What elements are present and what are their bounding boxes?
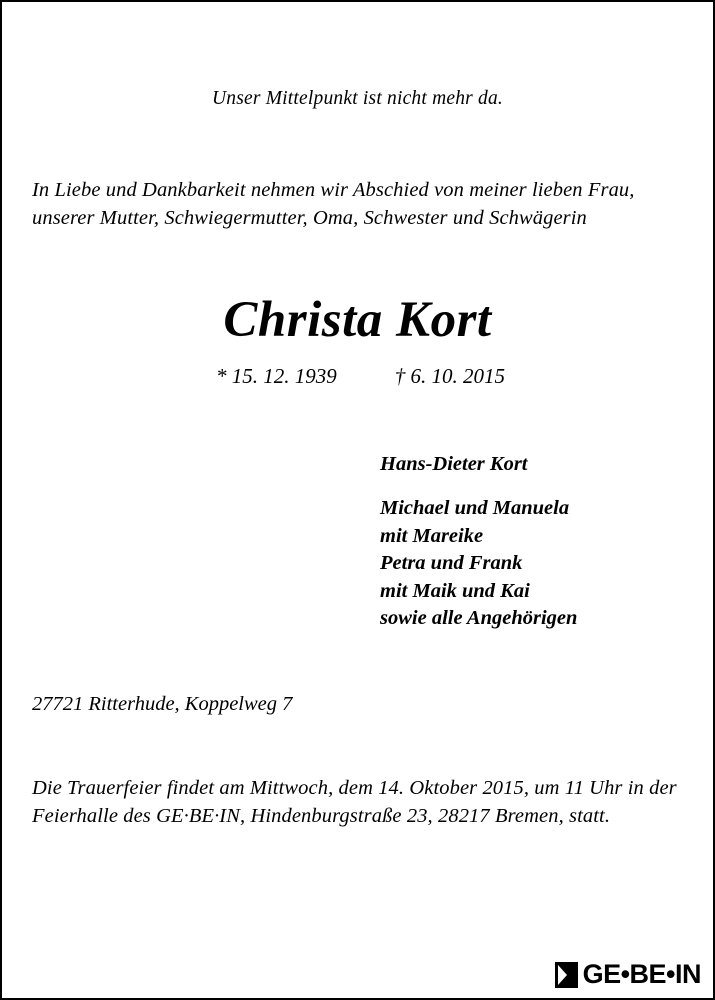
survivor-line: mit Maik und Kai [380, 579, 530, 602]
gebein-logo [555, 959, 701, 990]
motto-text: Unser Mittelpunkt ist nicht mehr da. [212, 88, 503, 109]
gebein-mark-icon [555, 962, 578, 988]
ceremony-text: Die Trauerfeier findet am Mittwoch, dem 14. Oktober 2015, um 11 Uhr in der Feierhalle des GE·BE·IN, Hindenburgstraße 23, 28217 Bremen, statt. [32, 777, 677, 828]
survivor-line: Petra und Frank [380, 552, 523, 575]
address-text: 27721 Ritterhude, Koppelweg 7 [32, 692, 293, 715]
gebein-logo-text: GE•BE•IN [582, 959, 701, 989]
birth-date: * 15. 12. 1939 [216, 363, 337, 388]
life-dates [32, 364, 683, 389]
survivor-line: mit Mareike [380, 524, 484, 547]
survivor-line: Michael und Manuela [380, 497, 570, 520]
intro-text: In Liebe und Dankbarkeit nehmen wir Abschied von meiner lieben Frau, unserer Mutter, Schwiegermutter, Oma, Schwester und Schwägerin [32, 179, 635, 229]
death-date: † 6. 10. 2015 [394, 363, 505, 388]
survivors-block [32, 451, 683, 633]
deceased-name: Christa Kort [223, 292, 492, 349]
survivor-primary: Hans-Dieter Kort [380, 452, 528, 475]
notice-content [32, 2, 683, 998]
survivor-line: sowie alle Angehörigen [380, 607, 578, 630]
